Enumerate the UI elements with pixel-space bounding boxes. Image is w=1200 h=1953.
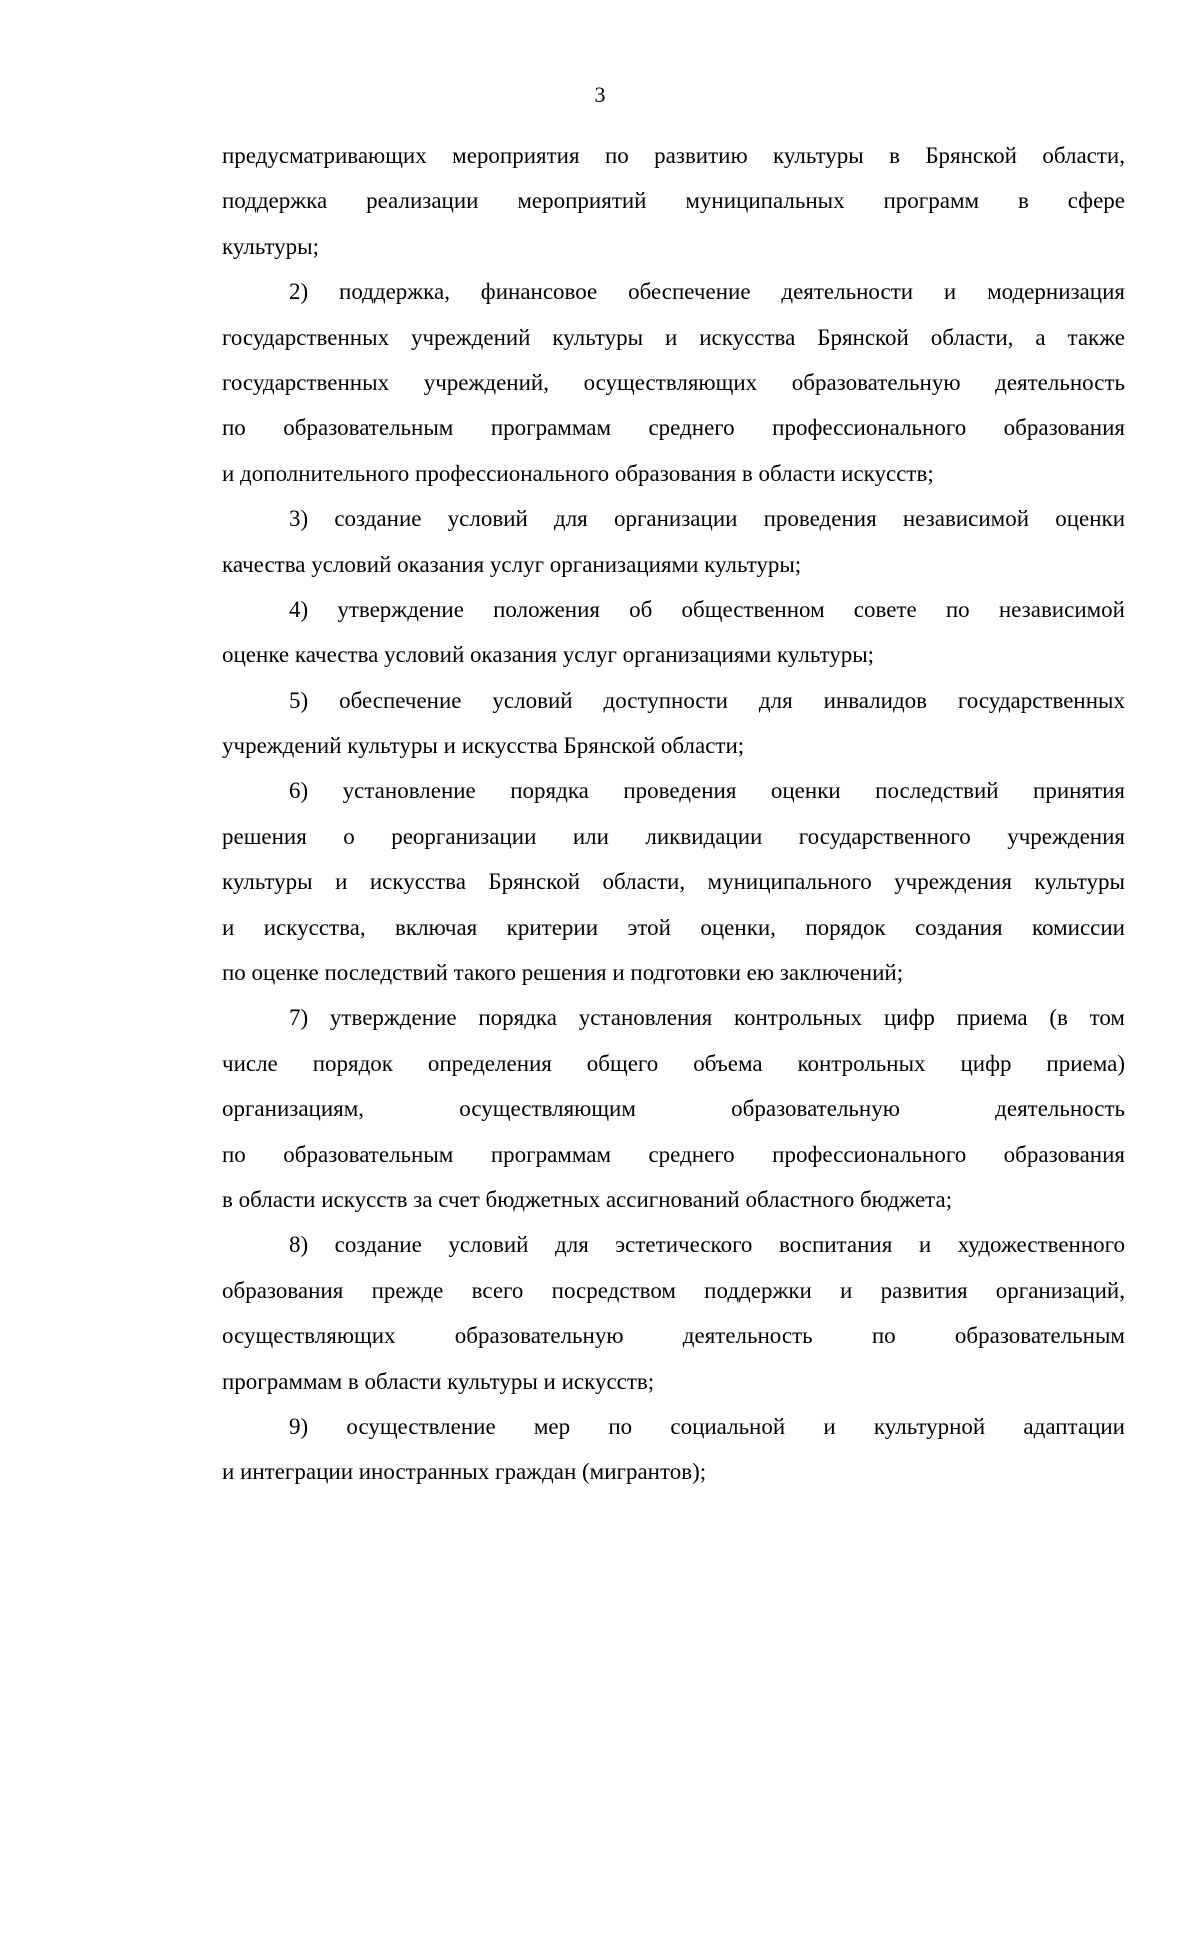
paragraph bbox=[222, 995, 1125, 1222]
document-body bbox=[222, 133, 1125, 1495]
text-line: и искусства, включая критерии этой оценки, порядок создания комиссии bbox=[222, 914, 1125, 940]
text-line: 5) обеспечение условий доступности для инвалидов государственных bbox=[289, 687, 1125, 713]
text-line: качества условий оказания услуг организациями культуры; bbox=[222, 551, 802, 577]
text-line: осуществляющих образовательную деятельность по образовательным bbox=[222, 1323, 1125, 1349]
paragraph bbox=[222, 678, 1125, 769]
text-line: организациям, осуществляющим образовательную деятельность bbox=[222, 1096, 1125, 1122]
text-line: программам в области культуры и искусств; bbox=[222, 1368, 655, 1394]
text-line: оценке качества условий оказания услуг организациями культуры; bbox=[222, 642, 875, 668]
text-line: 3) создание условий для организации проведения независимой оценки bbox=[289, 506, 1125, 532]
text-line: 4) утверждение положения об общественном совете по независимой bbox=[289, 596, 1125, 622]
text-line: образования прежде всего посредством поддержки и развития организаций, bbox=[222, 1277, 1125, 1303]
page-number: 3 bbox=[594, 82, 606, 107]
text-line: культуры; bbox=[222, 233, 320, 259]
text-line: культуры и искусства Брянской области, муниципального учреждения культуры bbox=[222, 869, 1125, 895]
text-line: предусматривающих мероприятия по развитию культуры в Брянской области, bbox=[222, 143, 1125, 168]
paragraph bbox=[222, 768, 1125, 995]
text-line: 9) осуществление мер по социальной и культурной адаптации bbox=[289, 1413, 1125, 1439]
text-line: решения о реорганизации или ликвидации государственного учреждения bbox=[222, 823, 1125, 849]
paragraph bbox=[222, 269, 1125, 496]
paragraph bbox=[222, 587, 1125, 678]
paragraph bbox=[222, 496, 1125, 587]
text-line: по оценке последствий такого решения и подготовки ею заключений; bbox=[222, 960, 904, 986]
paragraph bbox=[222, 1404, 1125, 1495]
text-line: учреждений культуры и искусства Брянской области; bbox=[222, 733, 745, 759]
text-line: и дополнительного профессионального образования в области искусств; bbox=[222, 460, 934, 486]
text-line: 2) поддержка, финансовое обеспечение деятельности и модернизация bbox=[289, 279, 1125, 305]
text-line: в области искусств за счет бюджетных ассигнований областного бюджета; bbox=[222, 1186, 953, 1212]
text-line: числе порядок определения общего объема контрольных цифр приема) bbox=[222, 1050, 1125, 1076]
paragraph bbox=[222, 1222, 1125, 1404]
text-line: по образовательным программам среднего профессионального образования bbox=[222, 415, 1125, 441]
text-line: 8) создание условий для эстетического воспитания и художественного bbox=[289, 1232, 1125, 1258]
text-line: государственных учреждений культуры и искусства Брянской области, а также bbox=[222, 324, 1125, 350]
text-line: 6) установление порядка проведения оценки последствий принятия bbox=[289, 778, 1125, 804]
text-line: государственных учреждений, осуществляющих образовательную деятельность bbox=[222, 369, 1125, 395]
text-line: поддержка реализации мероприятий муниципальных программ в сфере bbox=[222, 188, 1125, 214]
paragraph bbox=[222, 133, 1125, 269]
text-line: и интеграции иностранных граждан (мигрантов); bbox=[222, 1459, 707, 1485]
text-line: 7) утверждение порядка установления контрольных цифр приема (в том bbox=[289, 1005, 1125, 1031]
text-line: по образовательным программам среднего профессионального образования bbox=[222, 1141, 1125, 1167]
